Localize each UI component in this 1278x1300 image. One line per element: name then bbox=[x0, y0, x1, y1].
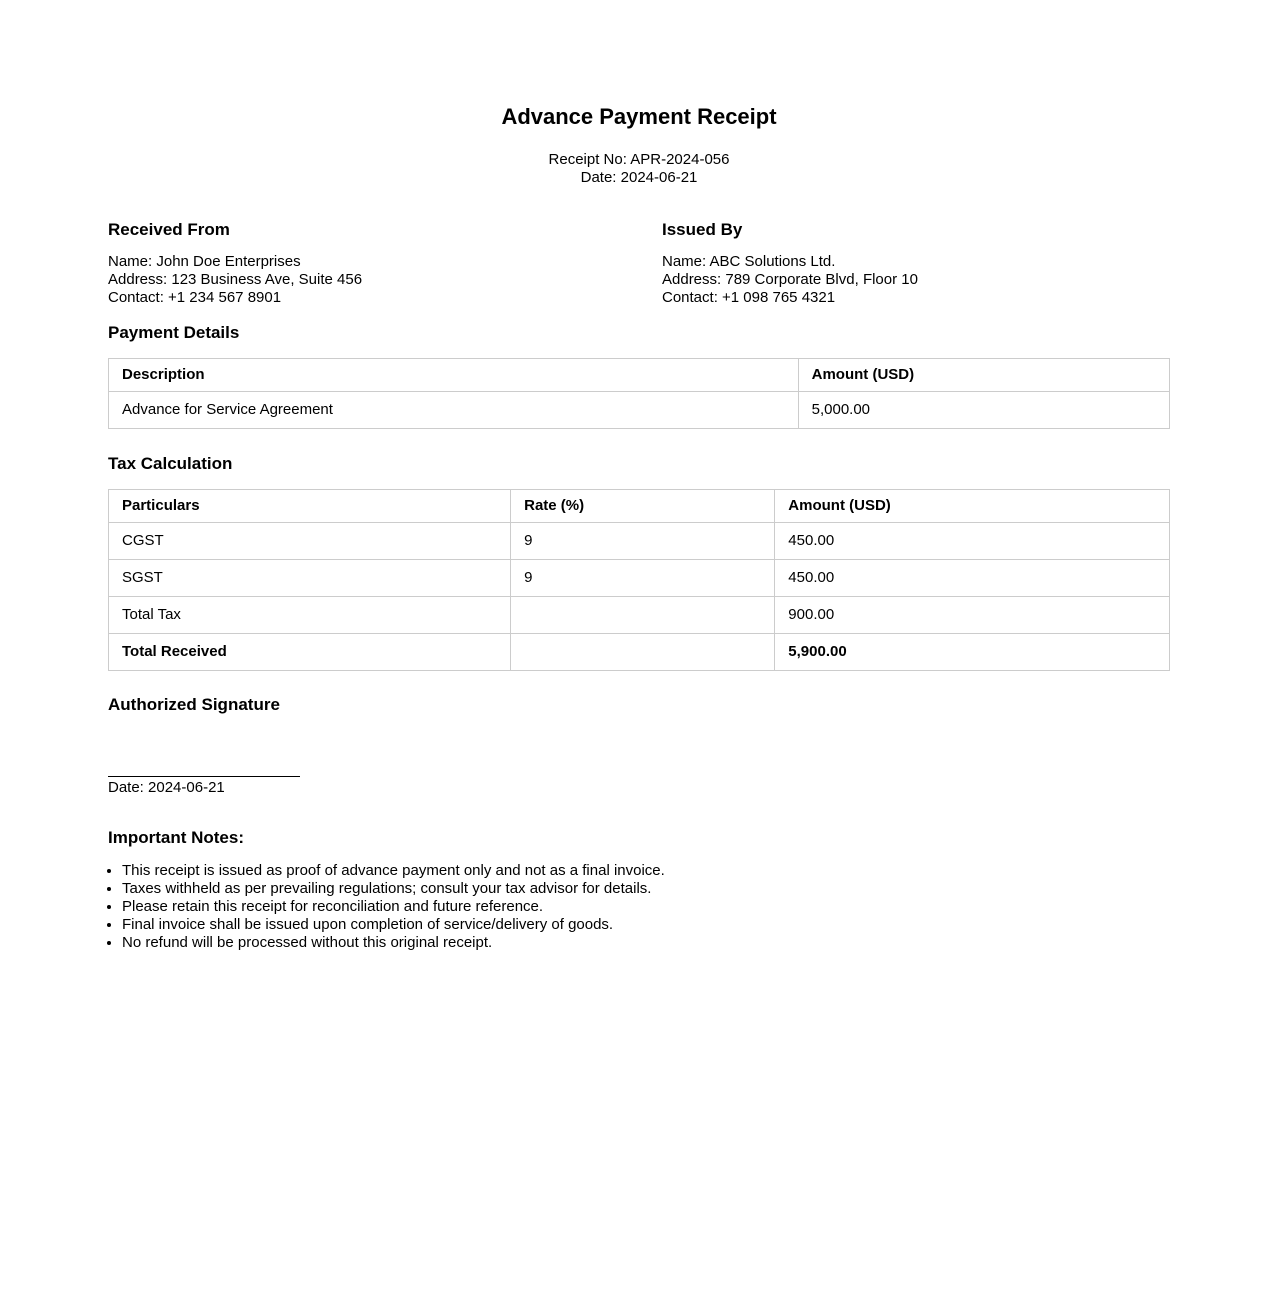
received-from-name: Name: John Doe Enterprises bbox=[108, 253, 301, 270]
received-from-contact: Contact: +1 234 567 8901 bbox=[108, 289, 282, 306]
cell-amount: 5,900.00 bbox=[775, 634, 1170, 671]
issued-by-heading: Issued By bbox=[662, 220, 743, 239]
signature-date: Date: 2024-06-21 bbox=[108, 779, 225, 796]
table-row-total-tax bbox=[109, 597, 1170, 634]
authorized-signature-heading: Authorized Signature bbox=[108, 695, 280, 714]
column-header-description: Description bbox=[109, 359, 799, 392]
column-header-amount: Amount (USD) bbox=[775, 490, 1170, 523]
payment-details-table bbox=[108, 358, 1170, 429]
cell-amount: 900.00 bbox=[775, 597, 1170, 634]
cell-description: Advance for Service Agreement bbox=[109, 392, 799, 429]
cell-rate bbox=[511, 597, 775, 634]
payment-details-section bbox=[108, 323, 1170, 429]
receipt-number: Receipt No: APR-2024-056 bbox=[548, 151, 730, 168]
issued-by-block bbox=[662, 220, 1170, 307]
tax-calculation-heading: Tax Calculation bbox=[108, 454, 233, 473]
table-row-total-received bbox=[109, 634, 1170, 671]
tax-calculation-section bbox=[108, 454, 1170, 671]
cell-particulars: Total Received bbox=[109, 634, 511, 671]
received-from-block bbox=[108, 220, 662, 307]
note-item: • Final invoice shall be issued upon completion of service/delivery of goods. bbox=[122, 916, 1170, 934]
cell-rate: 9 bbox=[511, 560, 775, 597]
column-header-particulars: Particulars bbox=[109, 490, 511, 523]
cell-amount: 450.00 bbox=[775, 560, 1170, 597]
cell-particulars: Total Tax bbox=[109, 597, 511, 634]
column-header-amount: Amount (USD) bbox=[798, 359, 1169, 392]
payment-details-heading: Payment Details bbox=[108, 323, 240, 342]
table-header-row bbox=[109, 359, 1170, 392]
important-notes-heading: Important Notes: bbox=[108, 828, 244, 847]
cell-particulars: SGST bbox=[109, 560, 511, 597]
cell-amount: 5,000.00 bbox=[798, 392, 1169, 429]
cell-rate: 9 bbox=[511, 523, 775, 560]
receipt-date: Date: 2024-06-21 bbox=[580, 169, 698, 186]
column-header-rate: Rate (%) bbox=[511, 490, 775, 523]
table-header-row bbox=[109, 490, 1170, 523]
received-from-address: Address: 123 Business Ave, Suite 456 bbox=[108, 271, 363, 288]
note-item: • Please retain this receipt for reconciliation and future reference. bbox=[122, 898, 1170, 916]
page-title: Advance Payment Receipt bbox=[501, 104, 777, 129]
notes-list bbox=[108, 862, 1170, 952]
important-notes-section bbox=[108, 828, 1170, 952]
table-row-cgst bbox=[109, 523, 1170, 560]
table-row-sgst bbox=[109, 560, 1170, 597]
issued-by-address: Address: 789 Corporate Blvd, Floor 10 bbox=[662, 271, 918, 288]
tax-calculation-table bbox=[108, 489, 1170, 671]
issued-by-contact: Contact: +1 098 765 4321 bbox=[662, 289, 836, 306]
note-item: • This receipt is issued as proof of advance payment only and not as a final invoice. bbox=[122, 862, 1170, 880]
cell-amount: 450.00 bbox=[775, 523, 1170, 560]
note-item: • Taxes withheld as per prevailing regulations; consult your tax advisor for details. bbox=[122, 880, 1170, 898]
issued-by-name: Name: ABC Solutions Ltd. bbox=[662, 253, 836, 270]
cell-particulars: CGST bbox=[109, 523, 511, 560]
parties-section bbox=[108, 220, 1170, 307]
received-from-heading: Received From bbox=[108, 220, 230, 239]
receipt-meta bbox=[108, 151, 1170, 187]
note-item: • No refund will be processed without this original receipt. bbox=[122, 934, 1170, 952]
signature-line bbox=[108, 776, 300, 777]
table-row bbox=[109, 392, 1170, 429]
signature-section bbox=[108, 695, 1170, 797]
cell-rate bbox=[511, 634, 775, 671]
